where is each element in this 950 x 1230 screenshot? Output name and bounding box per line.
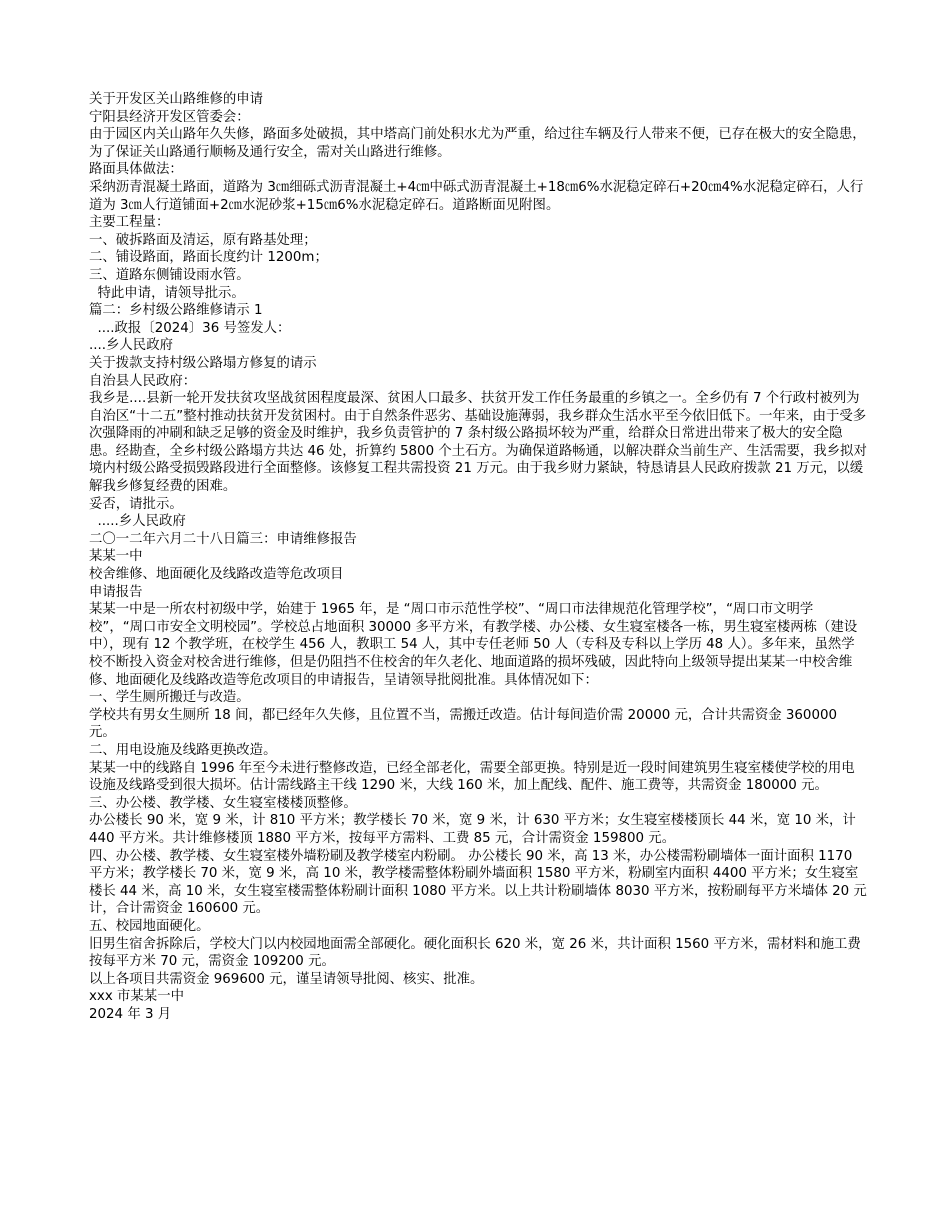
closing-line: 特此申请，请领导批示。 bbox=[89, 285, 245, 301]
section-heading: 主要工程量： bbox=[89, 215, 170, 231]
closing-line: 妥否，请批示。 bbox=[89, 496, 183, 512]
paragraph: 某某一中的线路自 1996 年至今未进行整修改造，已经全部老化，需要全部更换。特别是近一段时间建筑男生寝室楼使学校的用电设施及线路受到很大损坏。估计需线路主干线 1290 米，大线 160 米，加上配线、配件、施工费等，共需资金 180000 元。 bbox=[89, 760, 855, 794]
doc-title: 申请报告 bbox=[89, 584, 143, 600]
signature-line: xxx 市某某一中 bbox=[89, 989, 184, 1005]
list-item: 一、破拆路面及清运，原有路基处理； bbox=[89, 232, 317, 248]
addressee: 自治县人民政府： bbox=[89, 373, 197, 389]
document-page bbox=[89, 91, 867, 1023]
paragraph: 四、办公楼、教学楼、女生寝室楼外墙粉刷及教学楼室内粉刷。 办公楼长 90 米，高 13 米，办公楼需粉刷墙体一面计面积 1170 平方米；教学楼长 70 米，宽 9 米，高 10 米，教学楼需整体粉刷外墙面积 1580 平方米，粉刷室内面积 4400 平方米；女生寝室楼长 44 米，高 10 米，女生寝室楼需整体粉刷计面积 1080 平方米。以上共计粉刷墙体 8030 平方米，按粉刷每平方米墙体 20 元计，合计需资金 160600 元。 bbox=[89, 848, 867, 917]
date-line: 2024 年 3 月 bbox=[89, 1006, 172, 1022]
doc-title: 关于开发区关山路维修的申请 bbox=[89, 92, 264, 107]
paragraph: 办公楼长 90 米，宽 9 米，计 810 平方米；教学楼长 70 米，宽 9 米，计 630 平方米；女生寝室楼楼顶长 44 米，宽 10 米，计 440 平方米。共计维修楼顶 1880 平方米，按每平方需料、工费 85 元，合计需资金 159800 元。 bbox=[89, 813, 861, 846]
paragraph: 某某一中是一所农村初级中学，始建于 1965 年，是 “周口市示范性学校”、“周口市法律规范化管理学校”，“周口市文明学校”，“周口市安全文明校园”。学校总占地面积 30000 多平方米，有教学楼、办公楼、女生寝室楼各一栋，男生寝室楼两栋（建设中），现有 12 个教学班，在校学生 456 人，教职工 54 人，其中专任老师 50 人（专科及专科以上学历 48 人）。多年来，虽然学校不断投入资金对校舍进行维修，但是仍阻挡不住校舍的年久老化、地面道路的损坏残破，因此特向上级领导提出某某一中校舍维修、地面硬化及线路改造等危改项目的申请报告，呈请领导批阅批准。具体情况如下： bbox=[89, 602, 858, 688]
doc-title: 篇二：乡村级公路维修请示 1 bbox=[89, 303, 263, 319]
list-item: 三、道路东侧铺设雨水管。 bbox=[89, 267, 250, 283]
paragraph: 采纳沥青混凝土路面，道路为 3㎝细砾式沥青混凝土+4㎝中砾式沥青混凝土+18㎝6%水泥稳定碎石+20㎝4%水泥稳定碎石，人行道为 3㎝人行道铺面+2㎝水泥砂浆+15㎝6%水泥稳定碎石。道路断面见附图。 bbox=[89, 179, 864, 213]
organization-name: 某某一中 bbox=[89, 549, 143, 565]
section-heading: 五、校园地面硬化。 bbox=[89, 918, 210, 934]
date-line: 二〇一二年六月二十八日篇三：申请维修报告 bbox=[89, 531, 357, 547]
paragraph: 学校共有男女生厕所 18 间，都已经年久失修，且位置不当，需搬迁改造。估计每间造价需 20000 元，合计共需资金 360000 元。 bbox=[89, 707, 842, 741]
section-heading: 二、用电设施及线路更换改造。 bbox=[89, 742, 277, 758]
project-title: 校舍维修、地面硬化及线路改造等危改项目 bbox=[89, 567, 344, 583]
paragraph: 旧男生宿舍拆除后，学校大门以内校园地面需全部硬化。硬化面积长 620 米，宽 26 米，共计面积 1560 平方米，需材料和施工费按每平方米 70 元，需资金 109200 元。 bbox=[89, 936, 861, 970]
section-heading: 三、办公楼、教学楼、女生寝室楼楼顶整修。 bbox=[89, 795, 357, 811]
paragraph: 由于园区内关山路年久失修，路面多处破损，其中塔高门前处积水尤为严重，给过往车辆及行人带来不便，已存在极大的安全隐患，为了保证关山路通行顺畅及通行安全，需对关山路进行维修。 bbox=[89, 127, 866, 160]
signature-line: .....乡人民政府 bbox=[89, 514, 186, 530]
section-heading: 路面具体做法： bbox=[89, 162, 183, 178]
summary-line: 以上各项目共需资金 969600 元，谨呈请领导批阅、核实、批准。 bbox=[89, 971, 484, 987]
paragraph: 我乡是....县新一轮开发扶贫攻坚战贫困程度最深、贫困人口最多、扶贫开发工作任务最重的乡镇之一。全乡仍有 7 个行政村被列为自治区“十二五”整村推动扶贫开发贫困村。由于自然条件恶劣、基础设施薄弱，我乡群众生活水平至今依旧低下。一年来，由于受多次强降雨的冲刷和缺乏足够的资金及时维护，我乡负责管护的 7 条村级公路损坏较为严重，给群众日常进出带来了极大的安全隐患。经勘查，全乡村级公路塌方共达 46 处，折算约 5800 个土石方。为确保道路畅通，以解决群众当前生产、生活需要，我乡拟对境内村级公路受损毁路段进行全面整修。该修复工程共需投资 21 万元。由于我乡财力紧缺，特恳请县人民政府拨款 21 万元，以缓解我乡修复经费的困难。 bbox=[89, 391, 867, 495]
doc-title: 关于拨款支持村级公路塌方修复的请示 bbox=[89, 355, 317, 371]
issuer: ....乡人民政府 bbox=[89, 338, 173, 354]
list-item: 二、铺设路面，路面长度约计 1200m； bbox=[89, 250, 328, 266]
addressee: 宁阳县经济开发区管委会： bbox=[89, 109, 250, 125]
document-number: ....政报〔2024〕36 号签发人： bbox=[89, 320, 291, 336]
section-heading: 一、学生厕所搬迁与改造。 bbox=[89, 690, 250, 706]
